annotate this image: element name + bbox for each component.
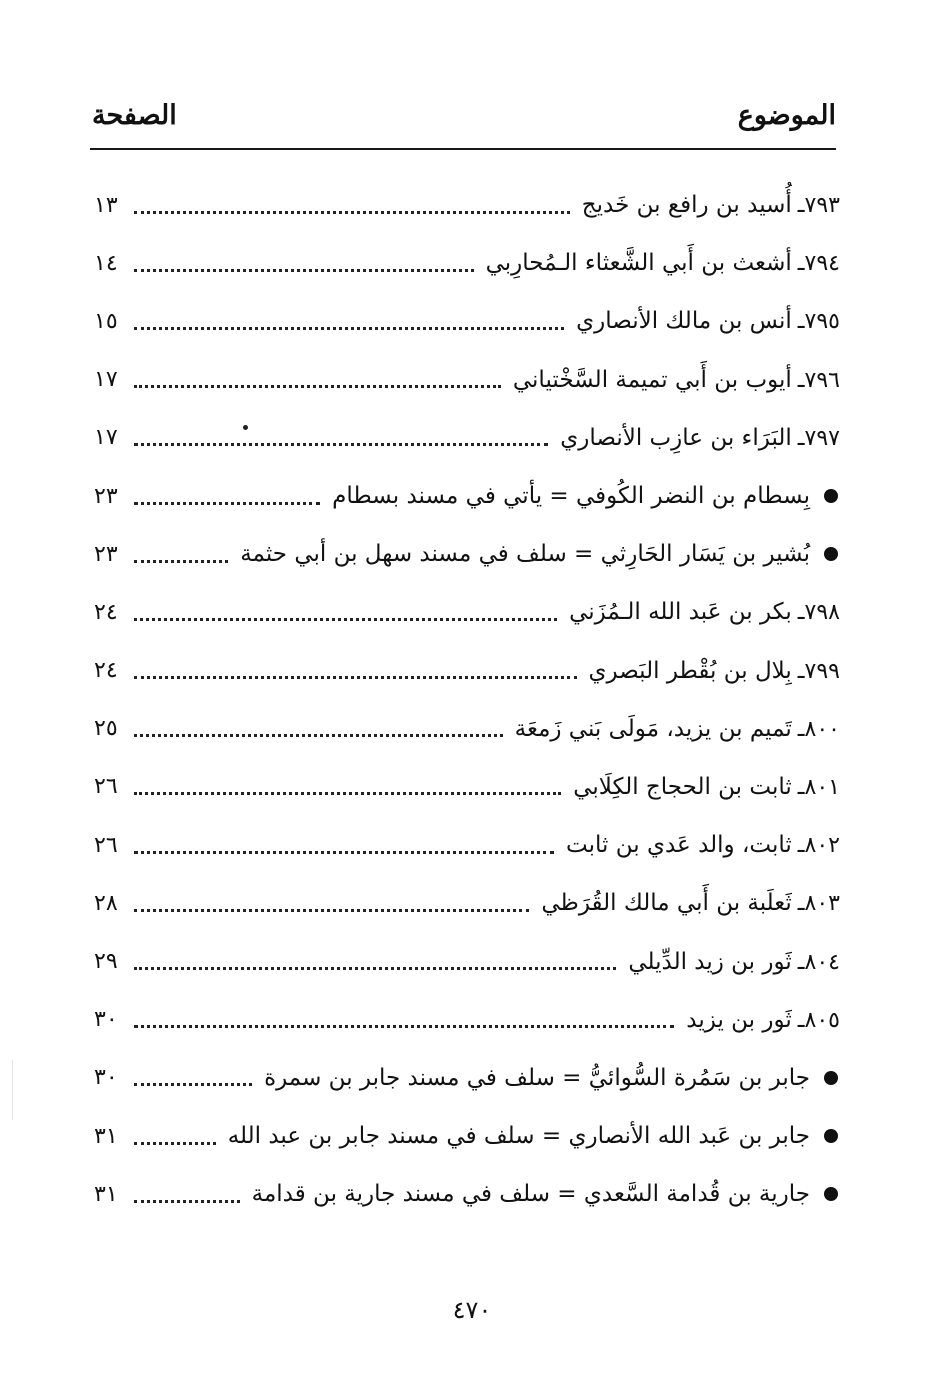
entry-number-dash: ـ [797, 424, 805, 451]
entry-title: ثَعلَبة بن أَبي مالك القُرَظي [541, 890, 792, 917]
entry-title: جارية بن قُدامة السَّعدي = سلف في مسند جارية بن قدامة [251, 1181, 810, 1208]
entry-number-value: ٧٩٣ [804, 193, 840, 219]
bullet-icon [824, 547, 838, 561]
entry-number [792, 890, 840, 916]
toc-entry [94, 525, 840, 583]
bullet-icon [824, 1187, 838, 1201]
entry-number [792, 192, 840, 218]
entry-title: أشعث بن أَبي الشَّعثاء الـمُحارِبي [485, 250, 792, 277]
entry-number [792, 308, 840, 334]
page-number: ٤٧٠ [452, 1296, 492, 1324]
entry-number [792, 949, 840, 975]
entry-page-number: ٢٩ [94, 949, 118, 975]
dot-leader [134, 1200, 240, 1203]
entry-page-number: ٢٣ [94, 541, 118, 567]
dot-leader [134, 967, 616, 970]
bullet-icon [824, 1071, 838, 1085]
entry-title: بكر بن عَبد الله الـمُزَني [569, 599, 792, 626]
entry-title: ثَور بن زيد الدِّيلي [628, 948, 792, 975]
toc-entry [94, 816, 840, 874]
dot-leader [134, 676, 577, 679]
entry-number-value: ٧٩٦ [804, 367, 840, 393]
entry-title: أُسيد بن رافع بن خَديج [581, 192, 792, 219]
toc-entry [94, 351, 840, 409]
entry-number-value: ٨٠٢ [804, 833, 840, 859]
entry-number-value: ٧٩٨ [804, 600, 840, 626]
entry-page-number: ١٥ [94, 308, 118, 334]
entry-number-dash: ـ [797, 948, 805, 975]
entry-number-dash: ـ [797, 715, 805, 742]
dot-leader [134, 851, 554, 854]
dot-leader [134, 792, 561, 795]
dot-leader [134, 1083, 252, 1086]
entry-page-number: ٢٥ [94, 716, 118, 742]
dot-leader [134, 269, 474, 272]
entry-page-number: ٣١ [94, 1181, 118, 1207]
entry-number-dash: ـ [797, 250, 805, 277]
ink-speck [243, 425, 248, 430]
entry-title: ثابت، والد عَدي بن ثابت [566, 832, 792, 859]
entry-page-number: ٢٤ [94, 658, 118, 684]
entry-title: بِلال بن بُقْطر البَصري [588, 657, 792, 684]
entry-title: جابر بن سَمُرة السُّوائيُّ = سلف في مسند جابر بن سمرة [264, 1064, 810, 1091]
dot-leader [134, 560, 228, 563]
dot-leader [134, 1142, 216, 1145]
entry-number-value: ٨٠٠ [804, 716, 840, 742]
bullet-icon [824, 489, 838, 503]
entry-title: أيوب بن أَبي تميمة السَّخْتياني [512, 366, 792, 393]
entry-number-value: ٧٩٤ [804, 251, 840, 277]
entry-page-number: ٣٠ [94, 1065, 118, 1091]
gutter-shadow [12, 1060, 13, 1120]
entry-number-dash: ـ [797, 1006, 805, 1033]
dot-leader [134, 618, 557, 621]
dot-leader [134, 1025, 674, 1028]
toc-entry [94, 583, 840, 641]
entry-page-number: ٢٨ [94, 890, 118, 916]
entry-page-number: ٢٣ [94, 483, 118, 509]
dot-leader [134, 211, 570, 214]
entry-number-value: ٨٠١ [804, 774, 840, 800]
entry-number [792, 832, 840, 858]
toc-entry [94, 932, 840, 990]
entry-title: تَميم بن يزيد، مَولَى بَني زَمعَة [514, 715, 792, 742]
dot-leader [134, 385, 501, 388]
entry-title: ثابت بن الحجاج الكِلَابي [573, 773, 792, 800]
entry-number [792, 599, 840, 625]
dot-leader [134, 502, 320, 505]
page-column-heading: الصفحة [92, 100, 177, 131]
toc-entry [94, 467, 840, 525]
entry-page-number: ١٧ [94, 425, 118, 451]
entry-number-dash: ـ [797, 773, 805, 800]
entry-number-value: ٨٠٥ [804, 1007, 840, 1033]
entry-number-value: ٧٩٩ [804, 658, 840, 684]
entry-number-value: ٧٩٥ [804, 309, 840, 335]
entry-page-number: ١٤ [94, 250, 118, 276]
entry-number-value: ٨٠٣ [804, 891, 840, 917]
entry-number-dash: ـ [797, 192, 805, 219]
entry-number [792, 658, 840, 684]
toc-entry [94, 1165, 840, 1223]
entry-number-dash: ـ [797, 308, 805, 335]
bullet-icon [824, 1129, 838, 1143]
entry-number-dash: ـ [797, 890, 805, 917]
entry-number-dash: ـ [797, 366, 805, 393]
table-of-contents-header [90, 96, 836, 150]
entry-number [792, 425, 840, 451]
dot-leader [134, 327, 564, 330]
entry-title: بُشير بن يَسَار الحَارِثي = سلف في مسند سهل بن أبي حثمة [240, 541, 810, 568]
entry-page-number: ٣٠ [94, 1007, 118, 1033]
entry-number [792, 1007, 840, 1033]
toc-entry [94, 292, 840, 350]
entry-number-dash: ـ [797, 657, 805, 684]
entry-page-number: ٢٤ [94, 599, 118, 625]
toc-entry [94, 991, 840, 1049]
dot-leader [134, 734, 503, 737]
entry-number [792, 250, 840, 276]
toc-entry [94, 1107, 840, 1165]
entry-number [792, 367, 840, 393]
entry-title: ثَور بن يزيد [686, 1006, 792, 1033]
entry-number [792, 774, 840, 800]
toc-entry [94, 176, 840, 234]
dot-leader [134, 443, 548, 446]
entry-title: أنس بن مالك الأنصاري [576, 308, 792, 335]
toc-entry [94, 234, 840, 292]
entry-number-dash: ـ [797, 599, 805, 626]
topic-column-heading: الموضوع [737, 100, 836, 131]
entry-number-value: ٧٩٧ [804, 425, 840, 451]
entry-page-number: ٢٦ [94, 774, 118, 800]
entry-page-number: ٣١ [94, 1123, 118, 1149]
toc-entry [94, 758, 840, 816]
entry-title: بِسطام بن النضر الكُوفي = يأتي في مسند بسطام [332, 483, 810, 510]
entry-page-number: ٢٦ [94, 832, 118, 858]
toc-entry [94, 700, 840, 758]
toc-entry [94, 874, 840, 932]
entry-number [792, 716, 840, 742]
entry-page-number: ١٧ [94, 367, 118, 393]
entry-number-value: ٨٠٤ [804, 949, 840, 975]
entry-title: جابر بن عَبد الله الأنصاري = سلف في مسند جابر بن عبد الله [227, 1123, 810, 1150]
entry-number-dash: ـ [797, 832, 805, 859]
toc-entry [94, 642, 840, 700]
toc-entry [94, 409, 840, 467]
dot-leader [134, 909, 529, 912]
toc-entry [94, 1049, 840, 1107]
entry-title: البَرَاء بن عازِب الأنصاري [560, 424, 792, 451]
entry-page-number: ١٣ [94, 192, 118, 218]
table-of-contents [94, 176, 840, 1223]
